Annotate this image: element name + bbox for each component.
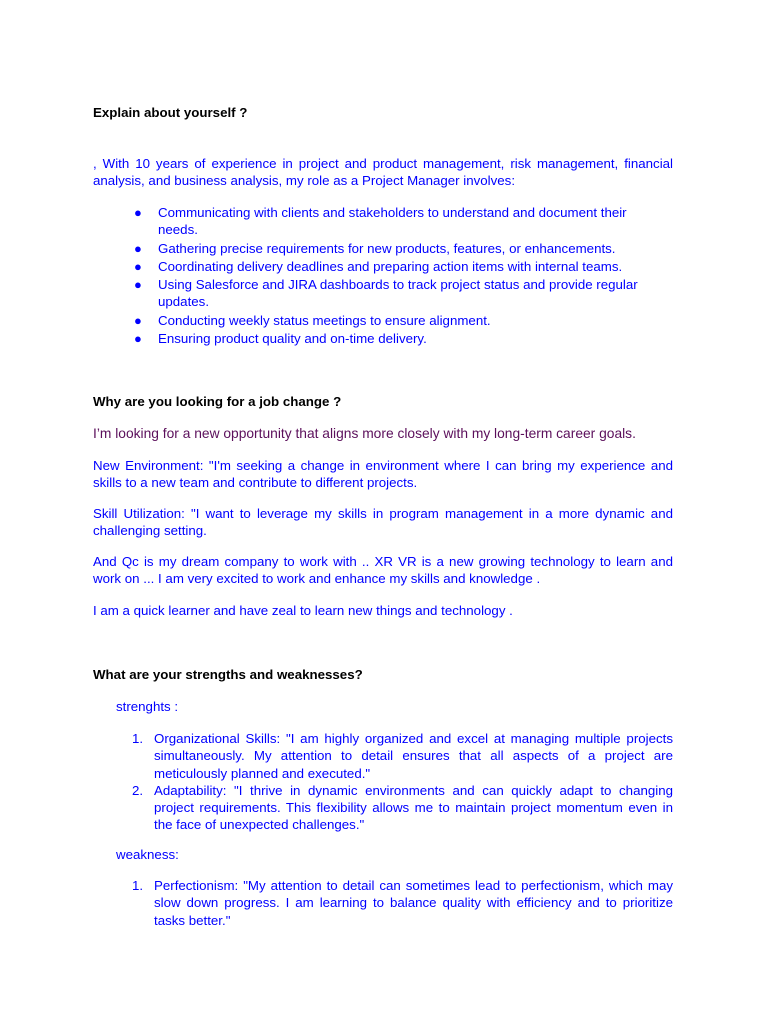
new-environment-paragraph: New Environment: "I'm seeking a change in environment where I can bring my experience and skills to a new team and contribute to different projects. [93,458,673,491]
list-item-text: Using Salesforce and JIRA dashboards to track project status and provide regular updates. [158,277,638,310]
bullet-icon: ● [134,312,142,328]
list-item-text: Conducting weekly status meetings to ensure alignment. [158,312,491,328]
list-item [93,312,673,329]
list-number: 2. [132,782,144,798]
list-item [93,204,673,239]
bullet-icon: ● [134,205,142,220]
list-item-text: Adaptability: "I thrive in dynamic environments and can quickly adapt to changing project requirements. This flexibility allows me to maintain project momentum even in the face of unexpected challenges." [154,782,673,833]
list-item [93,877,673,929]
list-item-text: Ensuring product quality and on-time delivery. [158,331,427,347]
list-item-text: Organizational Skills: "I am highly organized and excel at managing multiple projects simultaneously. My attention to detail ensures that all aspects of a project are meticulously planned and executed." [154,731,673,781]
list-item [93,276,673,311]
quick-learner-paragraph: I am a quick learner and have zeal to learn new things and technology . [93,603,513,618]
list-item [93,258,673,275]
skill-utilization-paragraph: Skill Utilization: "I want to leverage my skills in program management in a more dynamic and challenging setting. [93,506,673,539]
list-number: 1. [132,878,144,893]
heading-explain-yourself: Explain about yourself ? [93,105,248,120]
list-item [93,330,673,347]
strengths-list [93,730,673,834]
dream-company-paragraph: And Qc is my dream company to work with .. XR VR is a new growing technology to learn and work on ... I am very excited to work and enhance my skills and knowledge . [93,554,673,587]
bullet-icon: ● [134,258,142,274]
bullet-icon: ● [134,331,142,347]
list-item [93,730,673,782]
list-item-text: Coordinating delivery deadlines and preparing action items with internal teams. [158,258,623,274]
role-bullet-list [93,204,673,347]
job-change-lead: I’m looking for a new opportunity that aligns more closely with my long-term career goals. [93,426,636,441]
heading-strengths-weaknesses: What are your strengths and weaknesses? [93,667,363,682]
strengths-label: strenghts : [116,699,179,714]
weakness-label: weakness: [116,847,179,862]
heading-job-change: Why are you looking for a job change ? [93,394,342,409]
bullet-icon: ● [134,240,142,256]
list-item-text: Perfectionism: "My attention to detail can sometimes lead to perfectionism, which may slow down progress. I am learning to balance quality with efficiency and to prioritize tasks better." [154,878,673,928]
weaknesses-list [93,877,673,929]
list-item-text: Gathering precise requirements for new products, features, or enhancements. [158,240,616,256]
list-item [93,240,673,257]
bullet-icon: ● [134,277,142,293]
intro-paragraph: , With 10 years of experience in project and product management, risk management, financial analysis, and business analysis, my role as a Project Manager involves: [93,156,673,189]
list-item-text: Communicating with clients and stakeholders to understand and document their needs. [158,205,627,238]
list-item [93,782,673,834]
list-number: 1. [132,731,144,746]
